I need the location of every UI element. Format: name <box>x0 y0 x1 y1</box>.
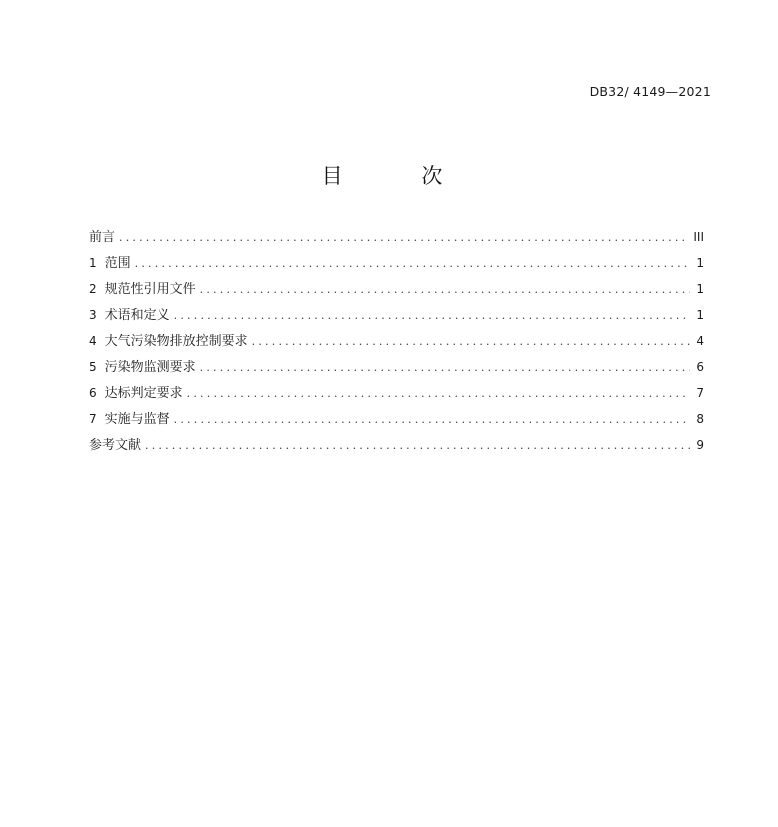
toc-entry-page: III <box>693 230 704 244</box>
toc-entry-bibliography[interactable] <box>89 435 704 461</box>
toc-entry-foreword[interactable] <box>89 227 704 253</box>
dot-leader <box>145 436 690 456</box>
toc-entry-number: 4 <box>89 334 97 348</box>
toc-entry-title: 范围 <box>104 256 131 271</box>
toc-entry-label <box>89 305 170 326</box>
toc-entry-title: 污染物监测要求 <box>104 360 196 375</box>
toc-entry-page: 1 <box>696 256 704 270</box>
toc-entry-monitoring[interactable] <box>89 357 704 383</box>
toc-entry-label <box>89 253 131 274</box>
toc-entry-label <box>89 331 248 352</box>
toc-entry-title: 大气污染物排放控制要求 <box>104 334 248 349</box>
toc-entry-label <box>89 279 196 300</box>
toc-entry-label <box>89 357 196 378</box>
dot-leader <box>174 306 690 326</box>
dot-leader <box>200 280 690 300</box>
toc-entry-normative-references[interactable] <box>89 279 704 305</box>
toc-entry-title: 前言 <box>89 230 116 245</box>
dot-leader <box>174 410 690 430</box>
toc-entry-emission-control[interactable] <box>89 331 704 357</box>
toc-entry-label <box>89 383 183 404</box>
toc-entry-number: 3 <box>89 308 97 322</box>
toc-entry-page: 7 <box>696 386 704 400</box>
toc-entry-title: 规范性引用文件 <box>104 282 196 297</box>
dot-leader <box>119 228 689 248</box>
toc-entry-page: 8 <box>696 412 704 426</box>
toc-entry-title: 参考文献 <box>89 438 142 453</box>
toc-entry-label <box>89 409 170 430</box>
toc-entry-scope[interactable] <box>89 253 704 279</box>
toc-entry-page: 6 <box>696 360 704 374</box>
toc-entry-compliance[interactable] <box>89 383 704 409</box>
toc-entry-title: 术语和定义 <box>104 308 170 323</box>
toc-entry-title: 实施与监督 <box>104 412 170 427</box>
toc-entry-page: 1 <box>696 308 704 322</box>
toc-entry-label <box>89 228 115 248</box>
toc-title: 目 次 <box>321 164 479 188</box>
toc-entry-label <box>89 436 141 456</box>
toc-entry-page: 9 <box>696 438 704 452</box>
dot-leader <box>187 384 690 404</box>
dot-leader <box>135 254 690 274</box>
toc-entry-terms-definitions[interactable] <box>89 305 704 331</box>
toc-entry-number: 6 <box>89 386 97 400</box>
toc-entry-number: 2 <box>89 282 97 296</box>
document-code: DB32/ 4149—2021 <box>589 84 711 99</box>
toc-entry-number: 5 <box>89 360 97 374</box>
toc-entry-number: 1 <box>89 256 97 270</box>
toc-entry-implementation[interactable] <box>89 409 704 435</box>
toc-entry-page: 1 <box>696 282 704 296</box>
toc-entry-page: 4 <box>696 334 704 348</box>
dot-leader <box>200 358 690 378</box>
dot-leader <box>252 332 690 352</box>
toc-entry-title: 达标判定要求 <box>104 386 183 401</box>
toc-entry-number: 7 <box>89 412 97 426</box>
table-of-contents <box>89 227 704 461</box>
